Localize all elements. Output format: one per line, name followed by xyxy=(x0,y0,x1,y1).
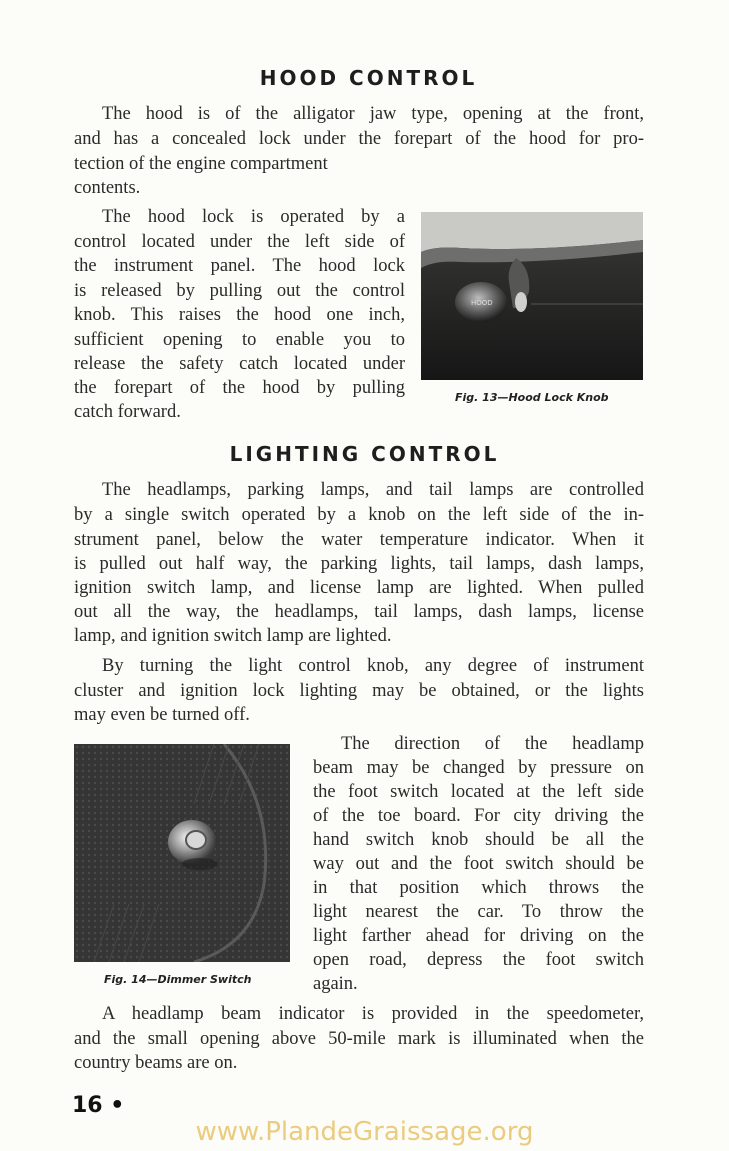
text-line: ignition switch lamp, and license lamp are lighted. When pulled xyxy=(74,578,644,598)
text-line: contents. xyxy=(74,178,141,198)
text-line: strument panel, below the water temperature indicator. When it xyxy=(74,530,644,550)
text-line: the foot switch located at the left side xyxy=(313,782,644,802)
text-line: and has a concealed lock under the forepart of the hood for pro- xyxy=(74,129,644,149)
hood-lock-knob-photo xyxy=(421,212,643,380)
text-line: cluster and ignition lock lighting may be obtained, or the lights xyxy=(74,681,644,701)
text-line: and the small opening above 50-mile mark is illuminated when the xyxy=(74,1029,644,1049)
text-line: of the toe board. For city driving the xyxy=(313,806,644,826)
text-line: again. xyxy=(313,974,358,994)
text-line: country beams are on. xyxy=(74,1053,238,1073)
text-line: beam may be changed by pressure on xyxy=(313,758,644,778)
text-line: is released by pulling out the control xyxy=(74,281,405,301)
text-line: control located under the left side of xyxy=(74,232,405,252)
text-line: knob. This raises the hood one inch, xyxy=(74,305,405,325)
text-line: light nearest the car. To throw the xyxy=(313,902,644,922)
hood-lock-knob-image xyxy=(421,212,643,380)
text-line: lamp, and ignition switch lamp are lighted. xyxy=(74,626,392,646)
text-line: out all the way, the headlamps, tail lamps, dash lamps, license xyxy=(74,602,644,622)
text-line: open road, depress the foot switch xyxy=(313,950,644,970)
dimmer-switch-photo xyxy=(74,744,290,962)
hood-knob-label: HOOD xyxy=(471,299,493,307)
text-line: tection of the engine compartment xyxy=(74,154,328,174)
text-line: by a single switch operated by a knob on the left side of the in- xyxy=(74,505,644,525)
text-line: catch forward. xyxy=(74,402,181,422)
figure-13-caption: Fig. 13—Hood Lock Knob xyxy=(455,391,609,404)
text-line: release the safety catch located under xyxy=(74,354,405,374)
text-line: The hood is of the alligator jaw type, opening at the front, xyxy=(102,104,644,124)
figure-14-caption: Fig. 14—Dimmer Switch xyxy=(104,973,252,986)
text-line: the instrument panel. The hood lock xyxy=(74,256,405,276)
text-line: By turning the light control knob, any degree of instrument xyxy=(102,656,644,676)
text-line: sufficient opening to enable you to xyxy=(74,330,405,350)
text-line: The headlamps, parking lamps, and tail lamps are controlled xyxy=(102,480,644,500)
text-line: hand switch knob should be all the xyxy=(313,830,644,850)
text-line: in that position which throws the xyxy=(313,878,644,898)
text-line: is pulled out half way, the parking lights, tail lamps, dash lamps, xyxy=(74,554,644,574)
text-line: A headlamp beam indicator is provided in the speedometer, xyxy=(102,1004,644,1024)
page-number: 16 • xyxy=(72,1093,125,1118)
hood-control-heading: HOOD CONTROL xyxy=(259,66,478,90)
text-line: the forepart of the hood by pulling xyxy=(74,378,405,398)
dimmer-switch-image xyxy=(74,744,290,962)
text-line: The direction of the headlamp xyxy=(341,734,644,754)
lighting-control-heading: LIGHTING CONTROL xyxy=(229,442,500,466)
text-line: The hood lock is operated by a xyxy=(102,207,405,227)
text-line: light farther ahead for driving on the xyxy=(313,926,644,946)
text-line: way out and the foot switch should be xyxy=(313,854,644,874)
text-line: may even be turned off. xyxy=(74,705,250,725)
watermark: www.PlandeGraissage.org xyxy=(195,1117,534,1147)
